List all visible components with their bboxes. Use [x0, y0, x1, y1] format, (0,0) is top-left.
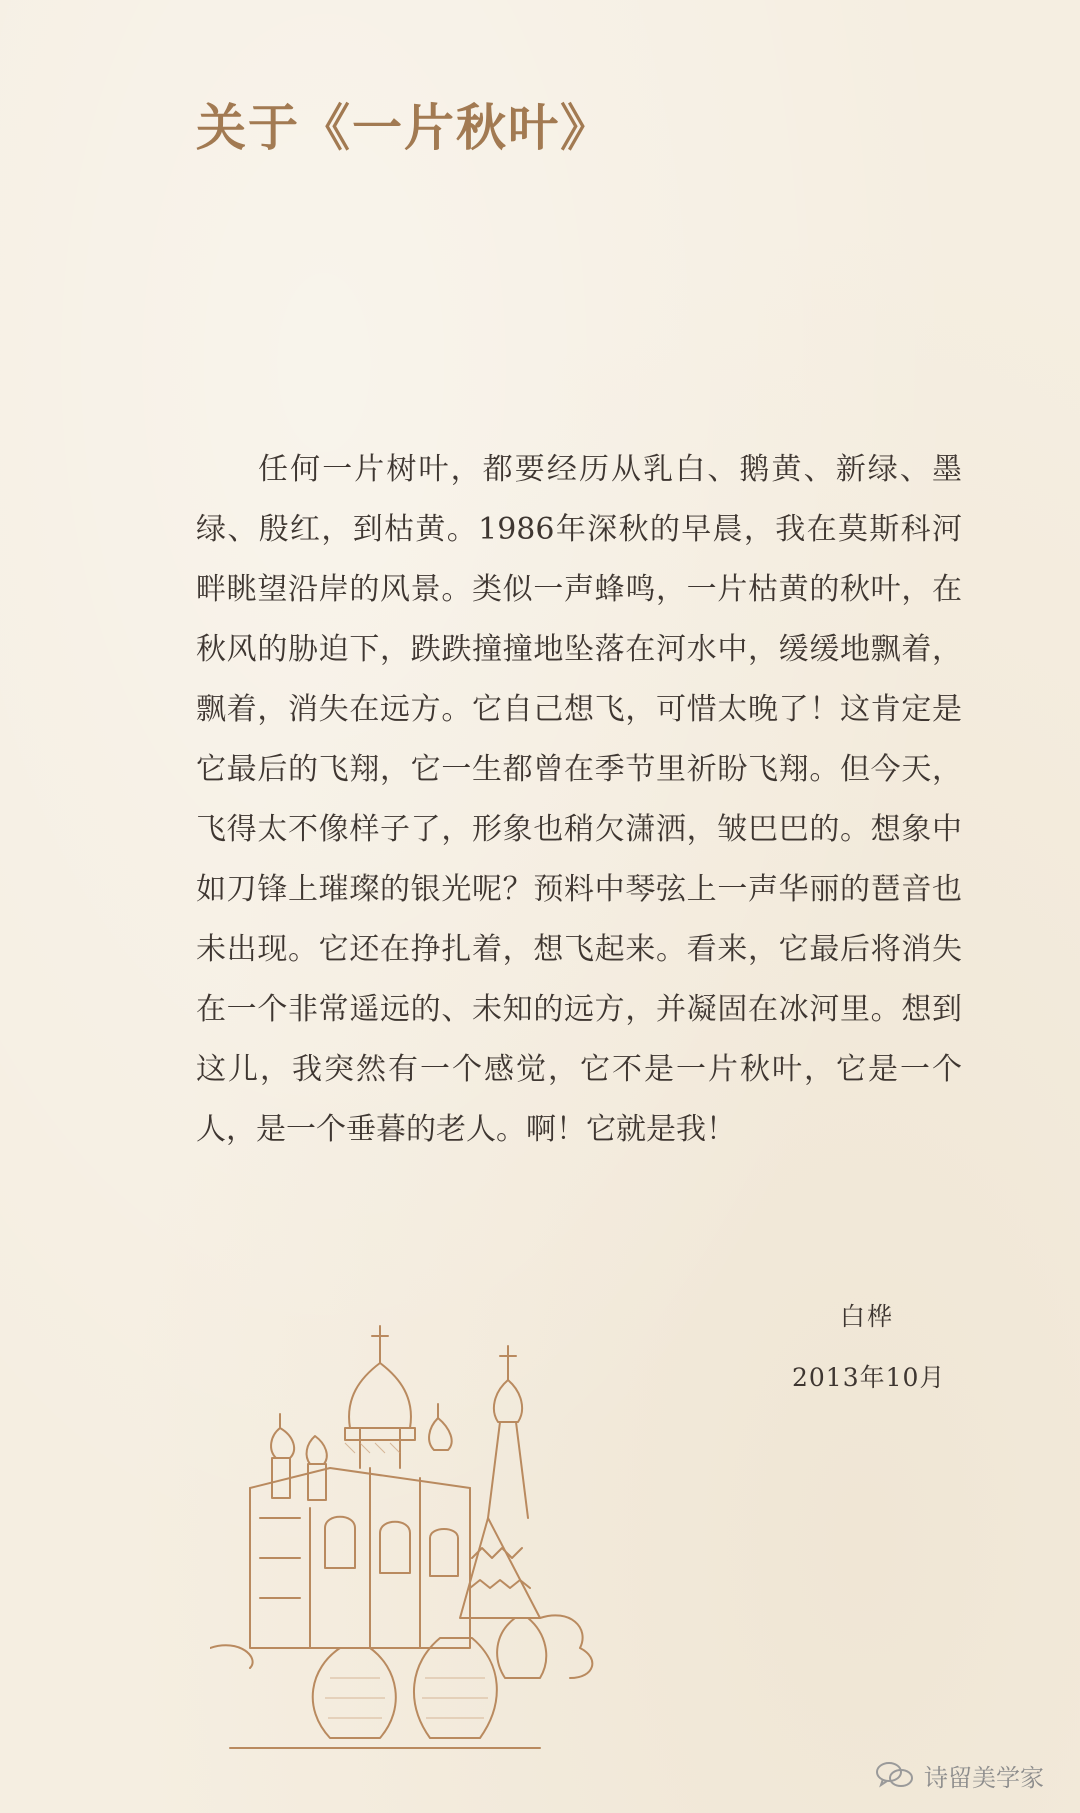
watermark — [874, 1759, 1044, 1791]
date-line: 2013年10月 — [792, 1363, 946, 1392]
watermark-text: 诗留美学家 — [924, 1763, 1044, 1792]
cathedral-illustration — [210, 1318, 610, 1758]
wechat-icon — [874, 1760, 916, 1790]
page-title: 关于《一片秋叶》 — [196, 98, 612, 157]
body-paragraph: 任何一片树叶，都要经历从乳白、鹅黄、新绿、墨绿、殷红，到枯黄。1986年深秋的早晨，我在莫斯科河畔眺望沿岸的风景。类似一声蜂鸣，一片枯黄的秋叶，在秋风的胁迫下，跌跌撞撞地坠落在河水中，缓缓地飘着，飘着，消失在远方。它自己想飞，可惜太晚了！这肯定是它最后的飞翔，它一生都曾在季节里祈盼飞翔。但今天，飞得太不像样子了，形象也稍欠潇洒，皱巴巴的。想象中如刀锋上璀璨的银光呢？预料中琴弦上一声华丽的琶音也未出现。它还在挣扎着，想飞起来。看来，它最后将消失在一个非常遥远的、未知的远方，并凝固在冰河里。想到这儿，我突然有一个感觉，它不是一片秋叶，它是一个人，是一个垂暮的老人。啊！它就是我！ — [196, 452, 962, 1147]
author-signature: 白桦 — [840, 1302, 895, 1331]
